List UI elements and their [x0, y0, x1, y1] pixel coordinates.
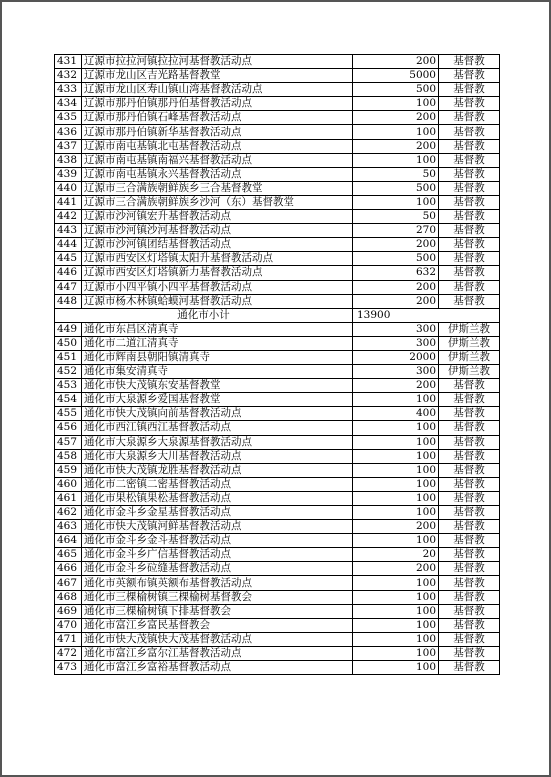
row-number: 432	[55, 69, 82, 83]
site-name: 通化市快大茂镇快大茂基督教活动点	[82, 632, 353, 646]
amount: 632	[353, 266, 439, 280]
religion: 伊斯兰教	[439, 336, 500, 350]
amount: 200	[353, 562, 439, 576]
amount: 100	[353, 435, 439, 449]
row-number: 440	[55, 181, 82, 195]
row-number: 466	[55, 562, 82, 576]
religion: 基督教	[439, 125, 500, 139]
religion: 基督教	[439, 477, 500, 491]
row-number: 456	[55, 421, 82, 435]
religion: 伊斯兰教	[439, 365, 500, 379]
row-number: 472	[55, 646, 82, 660]
site-name: 辽源市那丹伯镇新华基督教活动点	[82, 125, 353, 139]
site-name: 辽源市杨木林镇蛤蟆河基督教活动点	[82, 294, 353, 308]
table-row	[55, 83, 500, 97]
site-name: 辽源市小四平镇小四平基督教活动点	[82, 280, 353, 294]
site-name: 通化市金斗乡金星基督教活动点	[82, 506, 353, 520]
site-name: 通化市大泉源乡大川基督教活动点	[82, 449, 353, 463]
row-number: 450	[55, 336, 82, 350]
table-row	[55, 181, 500, 195]
site-name: 辽源市龙山区吉光路基督教堂	[82, 69, 353, 83]
row-number: 434	[55, 97, 82, 111]
site-name: 通化市快大茂镇龙胜基督教活动点	[82, 463, 353, 477]
site-name: 通化市果松镇果松基督教活动点	[82, 491, 353, 505]
religion: 基督教	[439, 421, 500, 435]
amount: 300	[353, 336, 439, 350]
row-number: 441	[55, 195, 82, 209]
site-name: 辽源市西安区灯塔镇新力基督教活动点	[82, 266, 353, 280]
row-number: 437	[55, 139, 82, 153]
amount: 100	[353, 491, 439, 505]
site-name: 通化市快大茂镇东安基督教堂	[82, 379, 353, 393]
religion: 基督教	[439, 97, 500, 111]
religion: 基督教	[439, 449, 500, 463]
site-name: 通化市二密镇二密基督教活动点	[82, 477, 353, 491]
row-number: 453	[55, 379, 82, 393]
table-row	[55, 435, 500, 449]
table-row	[55, 238, 500, 252]
row-number: 431	[55, 55, 82, 69]
amount: 100	[353, 393, 439, 407]
row-number: 464	[55, 534, 82, 548]
subtotal-row	[55, 308, 500, 322]
amount: 100	[353, 576, 439, 590]
row-number: 463	[55, 520, 82, 534]
religion: 基督教	[439, 238, 500, 252]
row-number: 442	[55, 210, 82, 224]
site-name: 辽源市沙河镇沙河基督教活动点	[82, 224, 353, 238]
table-row	[55, 449, 500, 463]
site-name: 辽源市南屯基镇永兴基督教活动点	[82, 167, 353, 181]
row-number: 462	[55, 506, 82, 520]
site-name: 辽源市沙河镇宏升基督教活动点	[82, 210, 353, 224]
row-number: 448	[55, 294, 82, 308]
table-row	[55, 421, 500, 435]
table-row	[55, 336, 500, 350]
religion: 基督教	[439, 224, 500, 238]
religion: 基督教	[439, 491, 500, 505]
table-row	[55, 365, 500, 379]
site-name: 通化市英额布镇英额布基督教活动点	[82, 576, 353, 590]
table-row	[55, 576, 500, 590]
site-name: 通化市金斗乡砬缝基督教活动点	[82, 562, 353, 576]
row-number: 451	[55, 350, 82, 364]
table-row	[55, 491, 500, 505]
row-number: 433	[55, 83, 82, 97]
amount: 100	[353, 153, 439, 167]
religion: 基督教	[439, 548, 500, 562]
site-name: 通化市金斗乡金斗基督教活动点	[82, 534, 353, 548]
table-row	[55, 111, 500, 125]
religion: 基督教	[439, 153, 500, 167]
table-row	[55, 548, 500, 562]
religion: 基督教	[439, 407, 500, 421]
religion: 基督教	[439, 618, 500, 632]
amount: 100	[353, 661, 439, 675]
table-row	[55, 477, 500, 491]
amount: 100	[353, 421, 439, 435]
amount: 100	[353, 590, 439, 604]
table-row	[55, 534, 500, 548]
site-name: 通化市金斗乡广信基督教活动点	[82, 548, 353, 562]
table-row	[55, 393, 500, 407]
row-number: 454	[55, 393, 82, 407]
amount: 200	[353, 280, 439, 294]
religion: 基督教	[439, 294, 500, 308]
site-name: 通化市大泉源乡爱国基督教堂	[82, 393, 353, 407]
table-body-bottom	[55, 322, 500, 674]
amount: 200	[353, 294, 439, 308]
amount: 100	[353, 604, 439, 618]
table-row	[55, 97, 500, 111]
amount: 50	[353, 210, 439, 224]
site-name: 通化市富江乡富民基督教会	[82, 618, 353, 632]
religion: 基督教	[439, 520, 500, 534]
religion: 基督教	[439, 576, 500, 590]
table-row	[55, 350, 500, 364]
row-number: 465	[55, 548, 82, 562]
site-name: 通化市富江乡富尔江基督教活动点	[82, 646, 353, 660]
site-name: 辽源市西安区灯塔镇太阳升基督教活动点	[82, 252, 353, 266]
religion: 基督教	[439, 604, 500, 618]
amount: 5000	[353, 69, 439, 83]
row-number: 452	[55, 365, 82, 379]
row-number: 439	[55, 167, 82, 181]
row-number: 459	[55, 463, 82, 477]
site-name: 辽源市龙山区寿山镇山湾基督教活动点	[82, 83, 353, 97]
religion: 基督教	[439, 252, 500, 266]
row-number: 457	[55, 435, 82, 449]
table-row	[55, 618, 500, 632]
table-row	[55, 153, 500, 167]
religion: 基督教	[439, 463, 500, 477]
religion: 基督教	[439, 210, 500, 224]
religion: 基督教	[439, 167, 500, 181]
table-row	[55, 266, 500, 280]
amount: 270	[353, 224, 439, 238]
table-row	[55, 463, 500, 477]
row-number: 449	[55, 322, 82, 336]
amount: 200	[353, 139, 439, 153]
table-body-top	[55, 55, 500, 309]
religion: 基督教	[439, 379, 500, 393]
row-number: 444	[55, 238, 82, 252]
amount: 300	[353, 365, 439, 379]
table-row	[55, 562, 500, 576]
amount: 100	[353, 534, 439, 548]
amount: 100	[353, 449, 439, 463]
site-name: 通化市快大茂镇向前基督教活动点	[82, 407, 353, 421]
table-row	[55, 322, 500, 336]
site-name: 辽源市三合满族朝鲜族乡三合基督教堂	[82, 181, 353, 195]
religion: 基督教	[439, 195, 500, 209]
allocation-table	[54, 54, 500, 675]
amount: 400	[353, 407, 439, 421]
table-row	[55, 520, 500, 534]
table-row	[55, 506, 500, 520]
amount: 100	[353, 463, 439, 477]
religion: 基督教	[439, 266, 500, 280]
table-row	[55, 195, 500, 209]
religion: 基督教	[439, 661, 500, 675]
amount: 50	[353, 167, 439, 181]
site-name: 通化市西江镇西江基督教活动点	[82, 421, 353, 435]
amount: 500	[353, 83, 439, 97]
table-row	[55, 407, 500, 421]
site-name: 通化市三棵榆树镇下排基督教会	[82, 604, 353, 618]
religion: 基督教	[439, 139, 500, 153]
row-number: 436	[55, 125, 82, 139]
religion: 基督教	[439, 83, 500, 97]
amount: 100	[353, 477, 439, 491]
amount: 200	[353, 238, 439, 252]
subtotal-amount: 13900	[353, 308, 500, 322]
table-row	[55, 167, 500, 181]
site-name: 辽源市那丹伯镇石峰基督教活动点	[82, 111, 353, 125]
row-number: 435	[55, 111, 82, 125]
site-name: 通化市富江乡富裕基督教活动点	[82, 661, 353, 675]
row-number: 473	[55, 661, 82, 675]
amount: 2000	[353, 350, 439, 364]
amount: 20	[353, 548, 439, 562]
religion: 基督教	[439, 435, 500, 449]
site-name: 通化市快大茂镇河鲜基督教活动点	[82, 520, 353, 534]
site-name: 辽源市那丹伯镇那丹伯基督教活动点	[82, 97, 353, 111]
amount: 300	[353, 322, 439, 336]
amount: 500	[353, 181, 439, 195]
site-name: 通化市二道江清真寺	[82, 336, 353, 350]
table-row	[55, 280, 500, 294]
religion: 基督教	[439, 646, 500, 660]
row-number: 443	[55, 224, 82, 238]
row-number: 467	[55, 576, 82, 590]
amount: 200	[353, 111, 439, 125]
religion: 基督教	[439, 181, 500, 195]
site-name: 辽源市沙河镇团结基督教活动点	[82, 238, 353, 252]
amount: 500	[353, 252, 439, 266]
table-row	[55, 69, 500, 83]
table-row	[55, 661, 500, 675]
row-number: 455	[55, 407, 82, 421]
row-number: 470	[55, 618, 82, 632]
row-number: 458	[55, 449, 82, 463]
table-row	[55, 252, 500, 266]
religion: 基督教	[439, 55, 500, 69]
amount: 200	[353, 520, 439, 534]
site-name: 辽源市南屯基镇南福兴基督教活动点	[82, 153, 353, 167]
row-number: 468	[55, 590, 82, 604]
row-number: 446	[55, 266, 82, 280]
religion: 伊斯兰教	[439, 322, 500, 336]
table-row	[55, 224, 500, 238]
amount: 100	[353, 506, 439, 520]
site-name: 通化市辉南县朝阳镇清真寺	[82, 350, 353, 364]
religion: 基督教	[439, 69, 500, 83]
site-name: 通化市三棵榆树镇三棵榆树基督教会	[82, 590, 353, 604]
table-row	[55, 379, 500, 393]
table-row	[55, 125, 500, 139]
amount: 200	[353, 55, 439, 69]
amount: 100	[353, 125, 439, 139]
table-row	[55, 210, 500, 224]
row-number: 471	[55, 632, 82, 646]
table-body-subtotal	[55, 308, 500, 322]
religion: 基督教	[439, 393, 500, 407]
row-number: 438	[55, 153, 82, 167]
amount: 100	[353, 97, 439, 111]
religion: 基督教	[439, 506, 500, 520]
table-row	[55, 139, 500, 153]
site-name: 辽源市三合满族朝鲜族乡沙河（东）基督教堂	[82, 195, 353, 209]
table-row	[55, 646, 500, 660]
religion: 伊斯兰教	[439, 350, 500, 364]
religion: 基督教	[439, 280, 500, 294]
religion: 基督教	[439, 111, 500, 125]
row-number: 469	[55, 604, 82, 618]
row-number: 447	[55, 280, 82, 294]
row-number: 461	[55, 491, 82, 505]
site-name: 通化市大泉源乡大泉源基督教活动点	[82, 435, 353, 449]
site-name: 通化市东昌区清真寺	[82, 322, 353, 336]
religion: 基督教	[439, 562, 500, 576]
row-number: 460	[55, 477, 82, 491]
site-name: 通化市集安清真寺	[82, 365, 353, 379]
religion: 基督教	[439, 590, 500, 604]
site-name: 辽源市拉拉河镇拉拉河基督教活动点	[82, 55, 353, 69]
amount: 100	[353, 195, 439, 209]
amount: 100	[353, 646, 439, 660]
site-name: 辽源市南屯基镇北屯基督教活动点	[82, 139, 353, 153]
table-row	[55, 604, 500, 618]
subtotal-label: 通化市小计	[55, 308, 353, 322]
amount: 100	[353, 632, 439, 646]
amount: 200	[353, 379, 439, 393]
religion: 基督教	[439, 632, 500, 646]
table-row	[55, 590, 500, 604]
amount: 100	[353, 618, 439, 632]
table-row	[55, 55, 500, 69]
religion: 基督教	[439, 534, 500, 548]
row-number: 445	[55, 252, 82, 266]
table-row	[55, 632, 500, 646]
table-row	[55, 294, 500, 308]
